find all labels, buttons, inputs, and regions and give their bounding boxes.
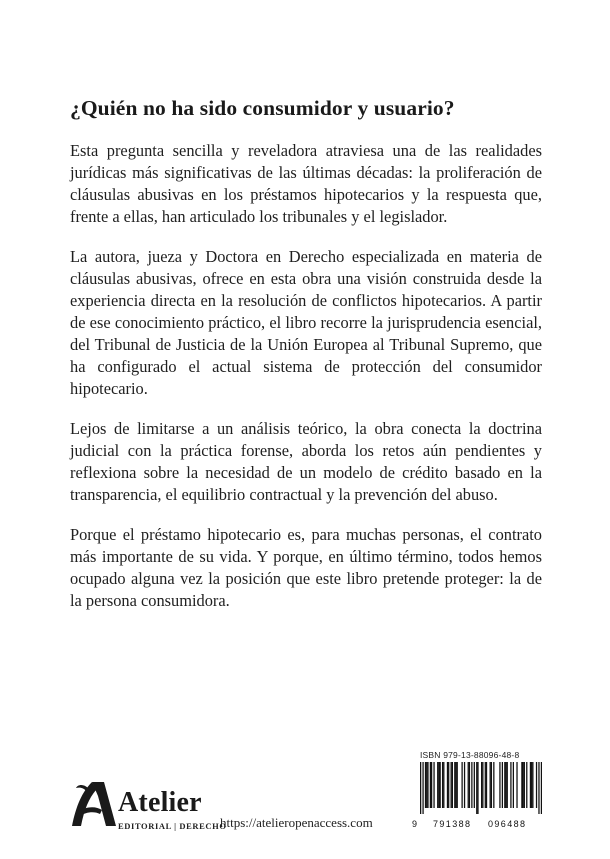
atelier-a-logo-icon	[68, 778, 120, 830]
barcode-bar	[454, 762, 455, 808]
barcode-bar	[526, 762, 527, 808]
barcode-bar	[447, 762, 448, 808]
barcode-first-digit: 9	[412, 819, 418, 829]
barcode-bar	[493, 762, 494, 808]
barcode-bar	[524, 762, 525, 808]
publisher-url[interactable]: https://atelieropenaccess.com	[220, 815, 373, 830]
barcode-bar	[476, 762, 477, 814]
blurb	[70, 140, 542, 630]
barcode-icon	[420, 762, 542, 814]
barcode-bar	[455, 762, 456, 808]
barcode-bar	[516, 762, 517, 808]
paragraph-3: Lejos de limitarse a un análisis teórico, la obra conecta la doctrina judicial con la práctica forense, aborda los retos aún pendientes y reflexiona sobre la necesidad de un modelo de crédito basado en la transparencia, el equilibrio contractual y la prevención del abuso.	[70, 419, 542, 504]
barcode-bar	[461, 762, 462, 808]
barcode-bar	[474, 762, 475, 808]
barcode-bar	[510, 762, 511, 808]
barcode-bar	[422, 762, 423, 814]
barcode-bar	[427, 762, 428, 808]
barcode-bar	[490, 762, 491, 808]
barcode-right-group: 096488	[488, 819, 527, 829]
barcode-bar	[437, 762, 438, 808]
paragraph-4: Porque el préstamo hipotecario es, para muchas personas, el contrato más importante de su vida. Y porque, en último término, todos hemos ocupado alguna vez la posición que este libro pretende proteger: la de la persona consumidora.	[70, 525, 542, 610]
barcode-bar	[482, 762, 483, 808]
barcode-bar	[469, 762, 470, 808]
barcode-bar	[448, 762, 449, 808]
barcode-bar	[486, 762, 487, 808]
headline: ¿Quién no ha sido consumidor y usuario?	[70, 96, 455, 120]
barcode-bar	[522, 762, 523, 808]
barcode-bar	[531, 762, 532, 808]
barcode-bar	[440, 762, 441, 808]
barcode-bar	[420, 762, 421, 814]
barcode-bar	[536, 762, 537, 808]
barcode-bar	[485, 762, 486, 808]
barcode-bar	[499, 762, 500, 808]
barcode-bar	[426, 762, 427, 808]
barcode-bar	[477, 762, 478, 814]
barcode-bar	[451, 762, 452, 808]
barcode-bar	[471, 762, 472, 808]
barcode-bar	[505, 762, 506, 808]
barcode-bar	[504, 762, 505, 808]
barcode-bar	[443, 762, 444, 808]
isbn-label: ISBN 979-13-88096-48-8	[420, 750, 520, 760]
barcode-bar	[481, 762, 482, 808]
paragraph-2: La autora, jueza y Doctora en Derecho especializada en materia de cláusulas abusivas, ofrece en esta obra una visión construida desde la experiencia directa en la resolución de conflictos hipotecarios. A partir de ese conocimiento práctico, el libro recorre la jurisprudencia esencial, del Tribunal de Justicia de la Unión Europea al Tribunal Supremo, que ha configurado el actual sistema de protección del consumidor hipotecario.	[70, 247, 542, 398]
barcode-bar	[502, 762, 503, 808]
barcode-bar	[442, 762, 443, 808]
publisher-subtitle: EDITORIAL | DERECHO	[118, 821, 227, 831]
barcode-bar	[513, 762, 514, 808]
barcode-bar	[457, 762, 458, 808]
barcode-bar	[464, 762, 465, 808]
barcode-bar	[438, 762, 439, 808]
barcode-bar	[430, 762, 431, 808]
barcode-bar	[433, 762, 434, 808]
barcode-bar	[507, 762, 508, 808]
barcode-bar	[491, 762, 492, 808]
publisher-name: Atelier	[118, 787, 202, 818]
barcode-bar	[530, 762, 531, 808]
barcode-bar	[538, 762, 539, 814]
barcode-bar	[532, 762, 533, 808]
barcode-bar	[425, 762, 426, 808]
barcode-bar	[541, 762, 542, 814]
barcode-bar	[431, 762, 432, 808]
barcode-bar	[468, 762, 469, 808]
footer	[0, 740, 610, 850]
paragraph-1: Esta pregunta sencilla y reveladora atraviesa una de las realidades jurídicas más significativas de las últimas décadas: la proliferación de cláusulas abusivas en los préstamos hipotecarios y la respuesta que, frente a ellas, han articulado los tribunales y el legislador.	[70, 141, 542, 226]
barcode-bar	[521, 762, 522, 808]
barcode-left-group: 791388	[433, 819, 472, 829]
barcode-bar	[452, 762, 453, 808]
